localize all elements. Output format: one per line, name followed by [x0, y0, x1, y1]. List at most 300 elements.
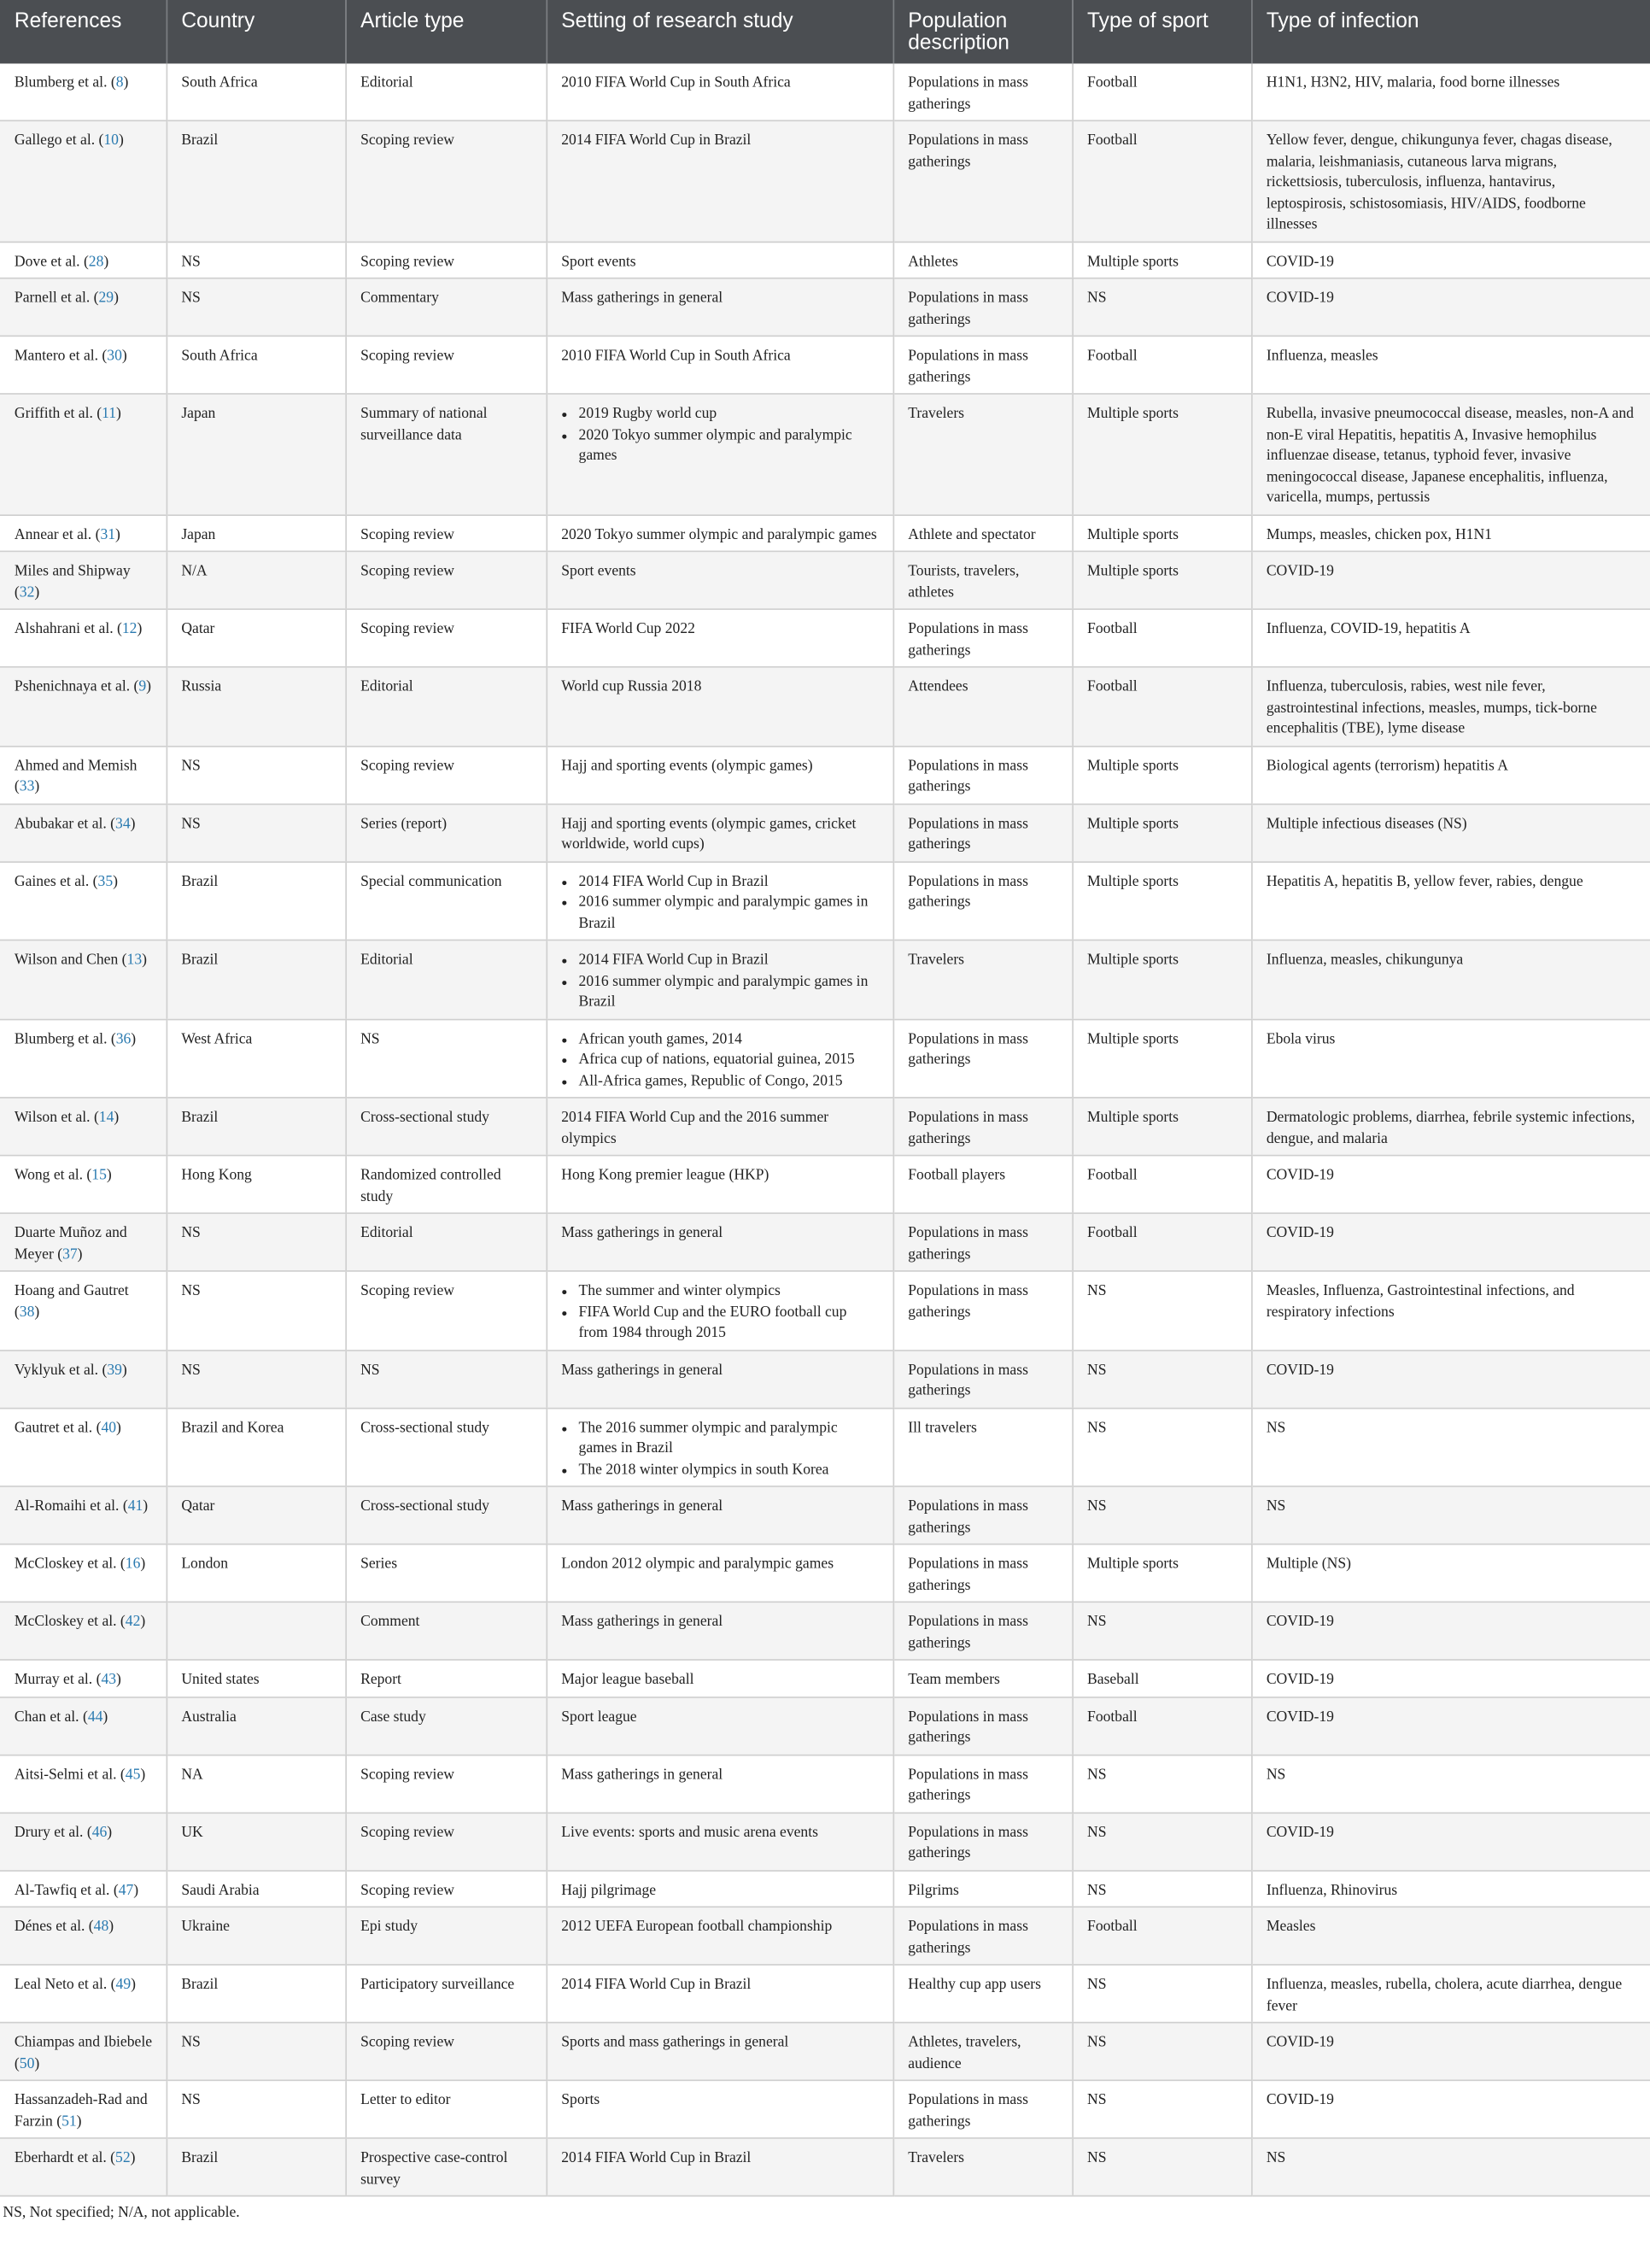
reference-author: Drury et al. (: [14, 1824, 92, 1841]
citation-link[interactable]: 41: [127, 1498, 143, 1515]
cell-reference: [0, 609, 167, 667]
cell-setting: World cup Russia 2018: [546, 667, 892, 746]
cell-population: Team members: [893, 1660, 1073, 1697]
cell-population: Populations in mass gatherings: [893, 746, 1073, 804]
cell-reference: [0, 1098, 167, 1156]
cell-infection: Influenza, COVID-19, hepatitis A: [1251, 609, 1650, 667]
citation-link[interactable]: 40: [101, 1420, 117, 1436]
citation-link[interactable]: 37: [62, 1246, 78, 1263]
cell-reference: [0, 1965, 167, 2023]
reference-author: Vyklyuk et al. (: [14, 1362, 108, 1379]
cell-sport: Multiple sports: [1072, 1544, 1251, 1603]
citation-close: ): [140, 1767, 146, 1783]
header-population: Population description: [893, 0, 1073, 63]
cell-population: Populations in mass gatherings: [893, 2080, 1073, 2138]
reference-author: Annear et al. (: [14, 526, 101, 543]
cell-population: Football players: [893, 1156, 1073, 1214]
setting-list-item: ● African youth games, 2014: [561, 1029, 877, 1051]
cell-reference: [0, 63, 167, 120]
reference-author: Chan et al. (: [14, 1708, 88, 1726]
citation-link[interactable]: 34: [115, 816, 131, 832]
cell-population: Populations in mass gatherings: [893, 1350, 1073, 1408]
citation-close: ): [131, 1977, 136, 1993]
header-infection: Type of infection: [1251, 0, 1650, 63]
cell-article-type: Editorial: [345, 667, 546, 746]
cell-infection: COVID-19: [1251, 1812, 1650, 1870]
setting-list-item: ● The 2018 winter olympics in south Korea: [561, 1461, 877, 1482]
citation-link[interactable]: 49: [115, 1977, 132, 1993]
cell-article-type: Editorial: [345, 940, 546, 1018]
cell-reference: [0, 2080, 167, 2138]
table-row: [0, 336, 1650, 394]
cell-reference: [0, 336, 167, 394]
table-row: [0, 242, 1650, 278]
setting-list-item: ● 2016 summer olympic and paralympic games in Brazil: [561, 894, 877, 935]
cell-country: N/A: [167, 551, 346, 609]
cell-setting: Live events: sports and music arena events: [546, 1812, 892, 1870]
citation-link[interactable]: 9: [138, 679, 147, 695]
reference-author: Wilson and Chen (: [14, 952, 127, 969]
citation-close: ): [114, 1110, 120, 1126]
cell-population: Populations in mass gatherings: [893, 861, 1073, 940]
setting-list-item: ● The 2016 summer olympic and paralympic games in Brazil: [561, 1418, 877, 1460]
cell-infection: H1N1, H3N2, HIV, malaria, food borne illnesses: [1251, 63, 1650, 120]
cell-setting: Hajj pilgrimage: [546, 1870, 892, 1907]
cell-infection: COVID-19: [1251, 278, 1650, 337]
cell-country: Saudi Arabia: [167, 1870, 346, 1907]
cell-article-type: Randomized controlled study: [345, 1156, 546, 1214]
citation-close: ): [114, 290, 119, 307]
cell-article-type: NS: [345, 1019, 546, 1098]
cell-setting: 2014 FIFA World Cup in Brazil: [546, 120, 892, 241]
cell-setting: [546, 861, 892, 940]
setting-list: [561, 405, 877, 468]
cell-sport: Football: [1072, 336, 1251, 394]
cell-setting: [546, 1408, 892, 1486]
cell-setting: 2010 FIFA World Cup in South Africa: [546, 336, 892, 394]
cell-country: NS: [167, 746, 346, 804]
cell-sport: Football: [1072, 120, 1251, 241]
cell-setting: Sports: [546, 2080, 892, 2138]
citation-close: ): [131, 1031, 137, 1047]
citation-link[interactable]: 50: [19, 2055, 35, 2072]
cell-article-type: Scoping review: [345, 514, 546, 551]
citation-link[interactable]: 48: [93, 1919, 109, 1936]
cell-country: Brazil: [167, 2138, 346, 2196]
reference-author: McCloskey et al. (: [14, 1614, 126, 1631]
header-sport: Type of sport: [1072, 0, 1251, 63]
cell-sport: Multiple sports: [1072, 551, 1251, 609]
cell-article-type: Participatory surveillance: [345, 1965, 546, 2023]
cell-infection: COVID-19: [1251, 242, 1650, 278]
citation-link[interactable]: 8: [115, 74, 124, 91]
cell-setting: [546, 940, 892, 1018]
cell-infection: Dermatologic problems, diarrhea, febrile systemic infections, dengue, and malaria: [1251, 1098, 1650, 1156]
cell-reference: [0, 667, 167, 746]
citation-close: ): [143, 1498, 149, 1515]
table-row: [0, 1965, 1650, 2023]
citation-close: ): [115, 526, 120, 543]
citation-link[interactable]: 10: [103, 132, 119, 149]
reference-author: Gallego et al. (: [14, 132, 104, 149]
citation-close: ): [108, 1919, 114, 1936]
cell-infection: Measles, Influenza, Gastrointestinal infections, and respiratory infections: [1251, 1271, 1650, 1350]
table-row: [0, 1812, 1650, 1870]
cell-reference: [0, 1870, 167, 1907]
cell-setting: [546, 1019, 892, 1098]
citation-close: ): [146, 679, 152, 695]
cell-reference: [0, 1907, 167, 1965]
table-row: [0, 746, 1650, 804]
cell-setting: Sport events: [546, 551, 892, 609]
cell-setting: Mass gatherings in general: [546, 1755, 892, 1813]
setting-list: [561, 1029, 877, 1093]
citation-close: ): [121, 348, 127, 365]
cell-population: Travelers: [893, 394, 1073, 514]
cell-reference: [0, 1271, 167, 1350]
cell-setting: 2012 UEFA European football championship: [546, 1907, 892, 1965]
citation-link[interactable]: 28: [88, 253, 104, 270]
citation-close: ): [137, 621, 143, 638]
table-row: [0, 940, 1650, 1018]
setting-list-item: ● The summer and winter olympics: [561, 1282, 877, 1304]
reference-author: Eberhardt et al. (: [14, 2150, 116, 2166]
cell-population: Populations in mass gatherings: [893, 1271, 1073, 1350]
setting-list: [561, 1418, 877, 1481]
table-header-row: [0, 0, 1650, 63]
cell-country: Brazil: [167, 861, 346, 940]
cell-reference: [0, 746, 167, 804]
reference-author: Mantero et al. (: [14, 348, 108, 365]
citation-close: ): [116, 406, 121, 422]
cell-country: Brazil and Korea: [167, 1408, 346, 1486]
cell-article-type: Scoping review: [345, 336, 546, 394]
cell-setting: Mass gatherings in general: [546, 1486, 892, 1544]
cell-infection: Mumps, measles, chicken pox, H1N1: [1251, 514, 1650, 551]
citation-link[interactable]: 39: [107, 1362, 122, 1379]
setting-list: [561, 951, 877, 1014]
cell-article-type: Scoping review: [345, 551, 546, 609]
citation-close: ): [121, 1362, 127, 1379]
cell-country: Brazil: [167, 1098, 346, 1156]
reference-author: Al-Tawfiq et al. (: [14, 1882, 119, 1899]
cell-reference: [0, 1755, 167, 1813]
cell-setting: Sport events: [546, 242, 892, 278]
cell-reference: [0, 1156, 167, 1214]
cell-setting: Mass gatherings in general: [546, 1350, 892, 1408]
citation-close: ): [130, 2150, 136, 2166]
citation-link[interactable]: 42: [125, 1614, 141, 1631]
table-row: [0, 804, 1650, 862]
reference-author: Abubakar et al. (: [14, 816, 116, 832]
citation-close: ): [102, 1708, 108, 1726]
citation-link[interactable]: 46: [91, 1824, 108, 1841]
cell-reference: [0, 940, 167, 1018]
cell-sport: NS: [1072, 1812, 1251, 1870]
cell-sport: Multiple sports: [1072, 1019, 1251, 1098]
cell-article-type: NS: [345, 1350, 546, 1408]
header-country: Country: [167, 0, 346, 63]
cell-infection: Influenza, Rhinovirus: [1251, 1870, 1650, 1907]
cell-population: Ill travelers: [893, 1408, 1073, 1486]
cell-sport: NS: [1072, 1408, 1251, 1486]
setting-list-item: ● 2014 FIFA World Cup in Brazil: [561, 951, 877, 972]
cell-sport: NS: [1072, 1602, 1251, 1660]
reference-author: Al-Romaihi et al. (: [14, 1498, 128, 1515]
header-setting: Setting of research study: [546, 0, 892, 63]
table-row: [0, 1660, 1650, 1697]
cell-setting: FIFA World Cup 2022: [546, 609, 892, 667]
cell-country: Brazil: [167, 120, 346, 241]
citation-close: ): [140, 1614, 146, 1631]
cell-country: NS: [167, 242, 346, 278]
cell-sport: Football: [1072, 609, 1251, 667]
citation-close: ): [113, 873, 118, 890]
header-references: References: [0, 0, 167, 63]
cell-setting: Mass gatherings in general: [546, 278, 892, 337]
cell-article-type: Scoping review: [345, 1812, 546, 1870]
cell-article-type: Scoping review: [345, 242, 546, 278]
table-row: [0, 120, 1650, 241]
cell-population: Populations in mass gatherings: [893, 1019, 1073, 1098]
citation-close: ): [107, 1824, 113, 1841]
cell-reference: [0, 120, 167, 241]
cell-setting: London 2012 olympic and paralympic games: [546, 1544, 892, 1603]
reference-author: McCloskey et al. (: [14, 1556, 126, 1573]
reference-author: Blumberg et al. (: [14, 1031, 116, 1047]
citation-link[interactable]: 33: [19, 778, 35, 795]
citation-link[interactable]: 16: [125, 1556, 141, 1573]
table-row: [0, 1271, 1650, 1350]
cell-country: Ukraine: [167, 1907, 346, 1965]
cell-setting: Mass gatherings in general: [546, 1602, 892, 1660]
table-row: [0, 2023, 1650, 2081]
cell-sport: NS: [1072, 1965, 1251, 2023]
cell-article-type: Report: [345, 1660, 546, 1697]
cell-reference: [0, 1486, 167, 1544]
cell-article-type: Scoping review: [345, 1271, 546, 1350]
cell-reference: [0, 1544, 167, 1603]
table-row: [0, 1213, 1650, 1271]
reference-author: Dove et al. (: [14, 253, 89, 270]
cell-sport: NS: [1072, 1486, 1251, 1544]
cell-sport: Multiple sports: [1072, 746, 1251, 804]
citation-close: ): [34, 2055, 40, 2072]
citation-close: ): [103, 253, 109, 270]
cell-sport: NS: [1072, 1755, 1251, 1813]
cell-sport: NS: [1072, 2138, 1251, 2196]
citation-close: ): [142, 952, 147, 969]
cell-country: Australia: [167, 1697, 346, 1755]
reference-author: Chiampas and Ibiebele (: [14, 2035, 153, 2072]
setting-list: [561, 872, 877, 935]
cell-sport: Football: [1072, 63, 1251, 120]
reference-author: Ahmed and Memish (: [14, 758, 138, 795]
cell-country: NS: [167, 2023, 346, 2081]
cell-infection: Influenza, measles: [1251, 336, 1650, 394]
citation-link[interactable]: 35: [97, 873, 114, 890]
table-row: [0, 551, 1650, 609]
citation-close: ): [123, 74, 129, 91]
cell-reference: [0, 804, 167, 862]
cell-country: United states: [167, 1660, 346, 1697]
reference-author: Parnell et al. (: [14, 290, 99, 307]
cell-sport: Multiple sports: [1072, 514, 1251, 551]
setting-list: [561, 1282, 877, 1345]
cell-setting: Major league baseball: [546, 1660, 892, 1697]
table-row: [0, 514, 1650, 551]
cell-country: London: [167, 1544, 346, 1603]
cell-country: NS: [167, 804, 346, 862]
cell-infection: COVID-19: [1251, 1350, 1650, 1408]
reference-author: Hassanzadeh-Rad and Farzin (: [14, 2092, 148, 2130]
citation-link[interactable]: 15: [91, 1167, 107, 1184]
cell-reference: [0, 1812, 167, 1870]
cell-article-type: Editorial: [345, 1213, 546, 1271]
cell-infection: Measles: [1251, 1907, 1650, 1965]
cell-article-type: Letter to editor: [345, 2080, 546, 2138]
citation-close: ): [34, 1304, 40, 1321]
reference-author: Blumberg et al. (: [14, 74, 116, 91]
cell-population: Athletes: [893, 242, 1073, 278]
citation-link[interactable]: 30: [107, 348, 122, 365]
citation-link[interactable]: 52: [115, 2150, 131, 2166]
cell-setting: 2014 FIFA World Cup in Brazil: [546, 2138, 892, 2196]
citation-link[interactable]: 14: [98, 1110, 114, 1126]
table-row: [0, 63, 1650, 120]
cell-population: Athlete and spectator: [893, 514, 1073, 551]
citation-link[interactable]: 12: [121, 621, 138, 638]
reference-author: Leal Neto et al. (: [14, 1977, 116, 1993]
cell-setting: Hajj and sporting events (olympic games, cricket worldwide, world cups): [546, 804, 892, 862]
reference-author: Gautret et al. (: [14, 1420, 102, 1436]
cell-population: Populations in mass gatherings: [893, 1486, 1073, 1544]
cell-setting: Hajj and sporting events (olympic games): [546, 746, 892, 804]
cell-infection: Hepatitis A, hepatitis B, yellow fever, rabies, dengue: [1251, 861, 1650, 940]
cell-country: Japan: [167, 394, 346, 514]
cell-reference: [0, 1660, 167, 1697]
cell-infection: COVID-19: [1251, 1697, 1650, 1755]
table-row: [0, 1408, 1650, 1486]
citation-link[interactable]: 38: [19, 1304, 35, 1321]
cell-country: Russia: [167, 667, 346, 746]
cell-reference: [0, 1213, 167, 1271]
cell-setting: 2014 FIFA World Cup in Brazil: [546, 1965, 892, 2023]
setting-list-item: ● 2014 FIFA World Cup in Brazil: [561, 872, 877, 894]
cell-sport: NS: [1072, 2080, 1251, 2138]
cell-sport: NS: [1072, 1350, 1251, 1408]
cell-country: NS: [167, 1350, 346, 1408]
citation-link[interactable]: 11: [102, 406, 117, 422]
cell-infection: NS: [1251, 1486, 1650, 1544]
cell-infection: Multiple infectious diseases (NS): [1251, 804, 1650, 862]
cell-setting: Mass gatherings in general: [546, 1213, 892, 1271]
citation-close: ): [77, 1246, 83, 1263]
table-row: [0, 861, 1650, 940]
cell-setting: Sports and mass gatherings in general: [546, 2023, 892, 2081]
cell-country: Hong Kong: [167, 1156, 346, 1214]
citation-link[interactable]: 44: [87, 1708, 103, 1726]
reference-author: Dénes et al. (: [14, 1919, 94, 1936]
cell-setting: 2020 Tokyo summer olympic and paralympic games: [546, 514, 892, 551]
cell-setting: Sport league: [546, 1697, 892, 1755]
table-row: [0, 2138, 1650, 2196]
citation-link[interactable]: 13: [126, 952, 143, 969]
cell-sport: Multiple sports: [1072, 1098, 1251, 1156]
cell-population: Populations in mass gatherings: [893, 1755, 1073, 1813]
cell-country: Qatar: [167, 1486, 346, 1544]
cell-population: Populations in mass gatherings: [893, 1544, 1073, 1603]
setting-list-item: ● Africa cup of nations, equatorial guinea, 2015: [561, 1051, 877, 1072]
citation-link[interactable]: 29: [98, 290, 114, 307]
cell-population: Travelers: [893, 2138, 1073, 2196]
cell-infection: Biological agents (terrorism) hepatitis A: [1251, 746, 1650, 804]
citation-link[interactable]: 36: [115, 1031, 132, 1047]
citation-link[interactable]: 43: [101, 1672, 117, 1688]
cell-population: Populations in mass gatherings: [893, 1907, 1073, 1965]
setting-list-item: ● FIFA World Cup and the EURO football cup from 1984 through 2015: [561, 1303, 877, 1345]
cell-reference: [0, 2023, 167, 2081]
cell-infection: Influenza, tuberculosis, rabies, west nile fever, gastrointestinal infections, measles, mumps, tick-borne encephalitis (TBE), lyme disease: [1251, 667, 1650, 746]
citation-close: ): [76, 2113, 82, 2130]
table-row: [0, 1486, 1650, 1544]
cell-article-type: Scoping review: [345, 2023, 546, 2081]
cell-country: Brazil: [167, 940, 346, 1018]
cell-article-type: Scoping review: [345, 746, 546, 804]
cell-setting: 2014 FIFA World Cup and the 2016 summer olympics: [546, 1098, 892, 1156]
header-article-type: Article type: [345, 0, 546, 63]
cell-population: Populations in mass gatherings: [893, 804, 1073, 862]
cell-population: Tourists, travelers, athletes: [893, 551, 1073, 609]
reference-author: Pshenichnaya et al. (: [14, 679, 139, 695]
cell-article-type: Case study: [345, 1697, 546, 1755]
table-row: [0, 667, 1650, 746]
table-row: [0, 1697, 1650, 1755]
citation-close: ): [34, 778, 40, 795]
citation-link[interactable]: 51: [61, 2113, 77, 2130]
citation-link[interactable]: 31: [100, 526, 116, 543]
cell-country: South Africa: [167, 336, 346, 394]
cell-reference: [0, 394, 167, 514]
table-row: [0, 394, 1650, 514]
citation-link[interactable]: 32: [19, 584, 35, 601]
citation-close: ): [116, 1672, 121, 1688]
cell-reference: [0, 1408, 167, 1486]
table-row: [0, 1019, 1650, 1098]
reference-author: Alshahrani et al. (: [14, 621, 122, 638]
cell-infection: Yellow fever, dengue, chikungunya fever, chagas disease, malaria, leishmaniasis, cutaneous larva migrans, rickettsiosis, tuberculosis, influenza, hantavirus, leptospirosis, schistosomiasis, HIV/AIDS, foodborne illnesses: [1251, 120, 1650, 241]
cell-country: Japan: [167, 514, 346, 551]
cell-population: Pilgrims: [893, 1870, 1073, 1907]
cell-country: [167, 1602, 346, 1660]
reference-author: Murray et al. (: [14, 1672, 102, 1688]
cell-sport: Football: [1072, 1156, 1251, 1214]
reference-author: Hoang and Gautret (: [14, 1283, 129, 1321]
cell-article-type: Comment: [345, 1602, 546, 1660]
setting-list-item: ● 2020 Tokyo summer olympic and paralympic games: [561, 425, 877, 467]
cell-country: NA: [167, 1755, 346, 1813]
table-row: [0, 1602, 1650, 1660]
cell-reference: [0, 514, 167, 551]
setting-list-item: ● 2016 summer olympic and paralympic games in Brazil: [561, 972, 877, 1014]
cell-article-type: Scoping review: [345, 120, 546, 241]
setting-list-item: ● All-Africa games, Republic of Congo, 2015: [561, 1071, 877, 1093]
cell-reference: [0, 278, 167, 337]
citation-link[interactable]: 45: [125, 1767, 141, 1783]
cell-infection: COVID-19: [1251, 1660, 1650, 1697]
citation-link[interactable]: 47: [118, 1882, 134, 1899]
cell-population: Populations in mass gatherings: [893, 1213, 1073, 1271]
